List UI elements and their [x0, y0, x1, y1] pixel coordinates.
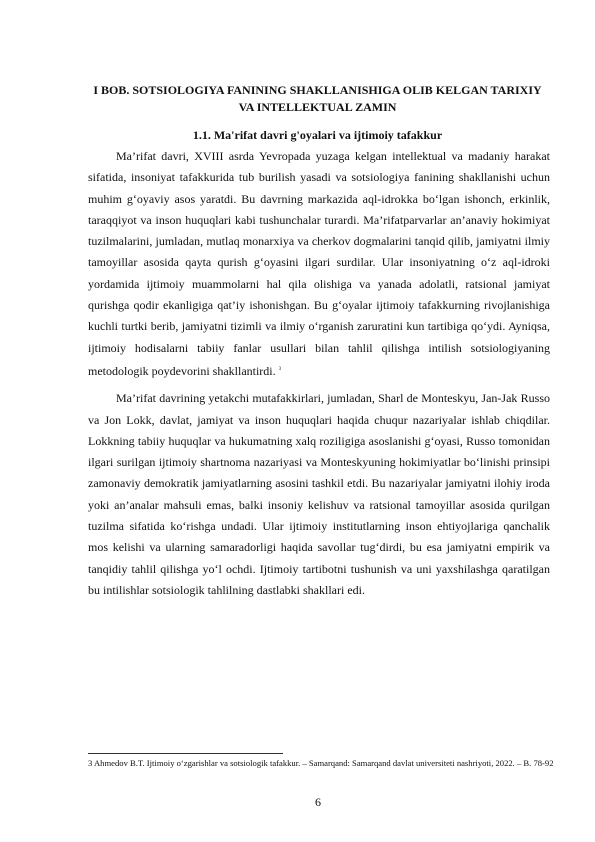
footnote: 3 Ahmedov B.T. Ijtimoiy o‘zgarishlar va sotsiologik tafakkur. – Samarqand: Samarqand davlat universiteti nashriyoti, 2022. – B. 78-92	[88, 758, 554, 768]
footnote-divider	[88, 753, 283, 754]
paragraph-1	[88, 146, 550, 382]
footnote-reference: 3	[278, 366, 282, 372]
paragraph-1-text: Ma’rifat davri, XVIII asrda Yevropada yuzaga kelgan intellektual va madaniy harakat sifatida, insoniyat tafakkurida tub burilish yasadi va sotsiologiya fanining shakllanishi uchun muhim g‘oyaviy asos yaratdi. Bu davrning markazida aql-idrokka bo‘lgan ishonch, erkinlik, taraqqiyot va inson huquqlari kabi tushunchalar turardi. Ma’rifatparvarlar an’anaviy hokimiyat tuzilmalarini, jumladan, mutlaq monarxiya va cherkov dogmalarini tanqid qilib, jamiyatni ilmiy tamoyillar asosida qayta qurish g‘oyasini ilgari surdilar. Ular insoniyatning o‘z aql-idroki yordamida ijtimoiy muammolarni hal qila olishiga va yanada adolatli, ratsional jamiyat qurishga qodir ekanligiga qat’iy ishonishgan. Bu g‘oyalar ijtimoiy tafakkurning rivojlanishiga kuchli turtki berib, jamiyatni tizimli va ilmiy o‘rganish zaruratini kun tartibiga qo‘ydi. Ayniqsa, ijtimoiy hodisalarni tabiiy fanlar usullari bilan tahlil qilishga intilish sotsiologiyaning metodologik poydevorini shakllantirdi.	[88, 149, 550, 378]
paragraph-2: Ma’rifat davrining yetakchi mutafakkirlari, jumladan, Sharl de Monteskyu, Jan-Jak Russo va Jon Lokk, davlat, jamiyat va inson huquqlari haqida chuqur nazariyalar ishlab chiqdilar. Lokkning tabiiy huquqlar va hukumatning xalq roziligiga asoslanishi g‘oyasi, Russo tomonidan ilgari surilgan ijtimoiy shartnoma nazariyasi va Monteskyuning hokimiyatlar bo‘linishi prinsipi zamonaviy demokratik jamiyatlarning asosini tashkil etdi. Bu nazariyalar jamiyatni ilohiy iroda yoki an’analar mahsuli emas, balki insoniy kelishuv va ratsional tamoyillar asosida qurilgan tuzilma sifatida ko‘rishga undadi. Ular ijtimoiy institutlarning inson ehtiyojlariga qanchalik mos kelishi va ularning samaradorligi haqida savollar tug‘dirdi, bu esa jamiyatni empirik va tanqidiy tahlil qilishga yo‘l ochdi. Ijtimoiy tartibotni tushunish va uni yaxshilashga qaratilgan bu intilishlar sotsiologik tahlilning dastlabki shakllari edi.	[88, 391, 550, 597]
chapter-title: I BOB. SOTSIOLOGIYA FANINING SHAKLLANISHIGA OLIB KELGAN TARIXIY VA INTELLEKTUAL ZAMIN	[93, 83, 542, 114]
section-title: 1.1. Ma'rifat davri g'oyalari va ijtimoiy tafakkur	[192, 128, 443, 142]
body-text	[88, 146, 550, 607]
page-number: 6	[315, 795, 321, 809]
